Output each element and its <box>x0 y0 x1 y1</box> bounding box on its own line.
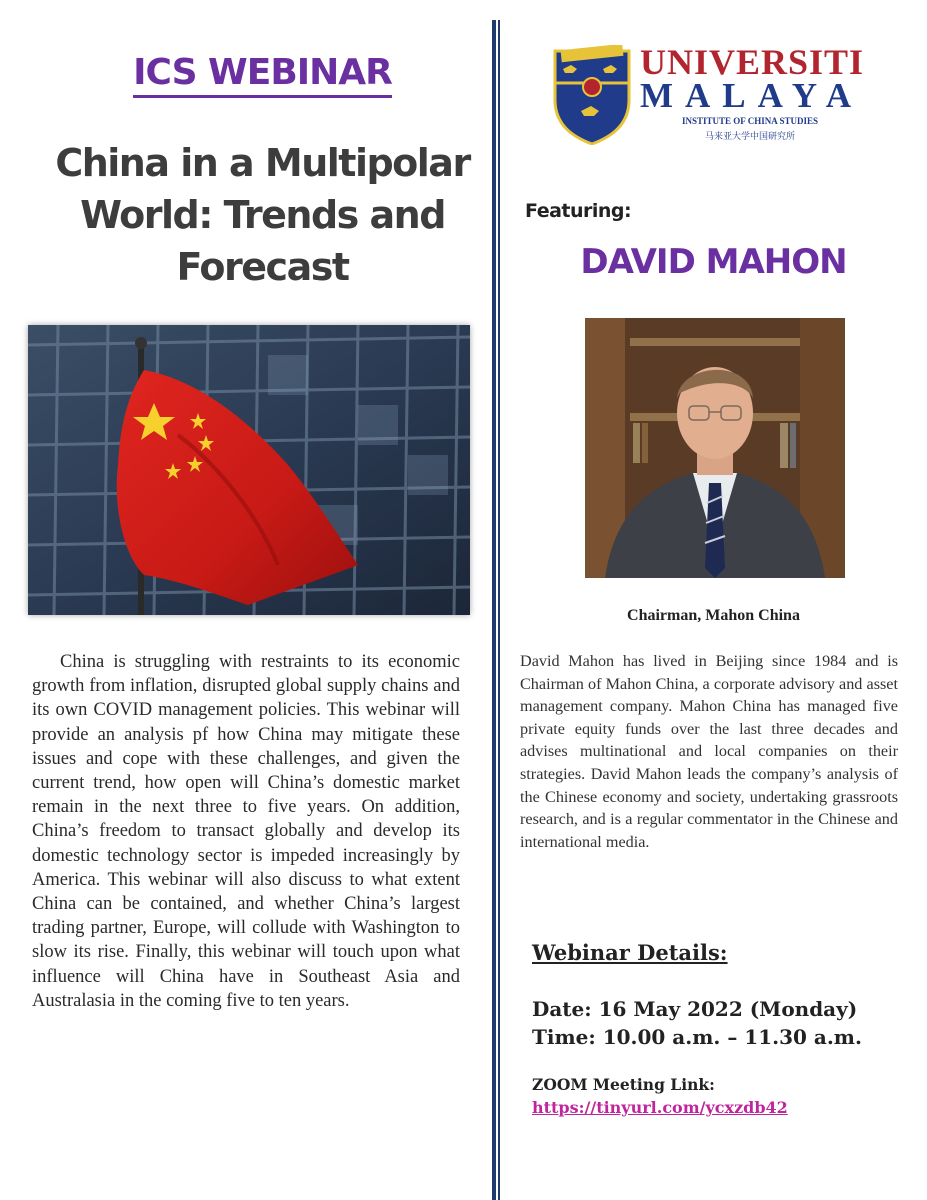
featuring-label: Featuring: <box>525 200 632 222</box>
webinar-title: China in a Multipolar World: Trends and Forecast <box>55 141 470 289</box>
column-divider <box>492 20 496 1200</box>
speaker-caption: Chairman, Mahon China <box>627 607 800 624</box>
crest-icon <box>551 45 633 145</box>
details-heading: Webinar Details: <box>532 940 728 965</box>
speaker-portrait <box>585 318 845 578</box>
webinar-description: China is struggling with restraints to its economic growth from inflation, disrupted global supply chains and its own COVID management policies. This webinar will provide an analysis pf how China may mitigate these issues and cope with these challenges, and given the current trend, how open will China’s domestic market remain in the next three to five years. On addition, China’s freedom to transact globally and develop its domestic technology sector is impeded increasingly by America. This webinar will also discuss to what extent China can be contained, and whether China’s largest trading partner, Europe, will collude with Washington to slow its rise. Finally, this webinar will touch upon what influence will China have in Southeast Asia and Australasia in the coming five to ten years. <box>32 652 460 1011</box>
event-label: ICS WEBINAR <box>0 52 525 93</box>
university-name-line2: MALAYA <box>640 76 864 115</box>
china-flag-photo <box>28 325 470 615</box>
institute-name: INSTITUTE OF CHINA STUDIES <box>682 116 818 126</box>
university-name-line1: UNIVERSITI <box>640 42 865 82</box>
zoom-meeting-link[interactable]: https://tinyurl.com/ycxzdb42 <box>532 1098 788 1117</box>
zoom-label: ZOOM Meeting Link: <box>532 1075 715 1094</box>
event-time: Time: 10.00 a.m. – 11.30 a.m. <box>532 1025 862 1049</box>
speaker-bio: David Mahon has lived in Beijing since 1984 and is Chairman of Mahon China, a corporate advisory and asset management company. Mahon China has managed five private equity funds over the last three decades and advises multinational and local companies on their strategies. David Mahon leads the company’s analysis of the Chinese economy and society, undertaking grassroots research, and is a regular commentator in the Chinese and international media. <box>520 652 898 851</box>
speaker-name: DAVID MAHON <box>580 242 847 282</box>
event-date: Date: 16 May 2022 (Monday) <box>532 997 858 1021</box>
institute-name-chinese: 马来亚大学中国研究所 <box>704 132 795 142</box>
